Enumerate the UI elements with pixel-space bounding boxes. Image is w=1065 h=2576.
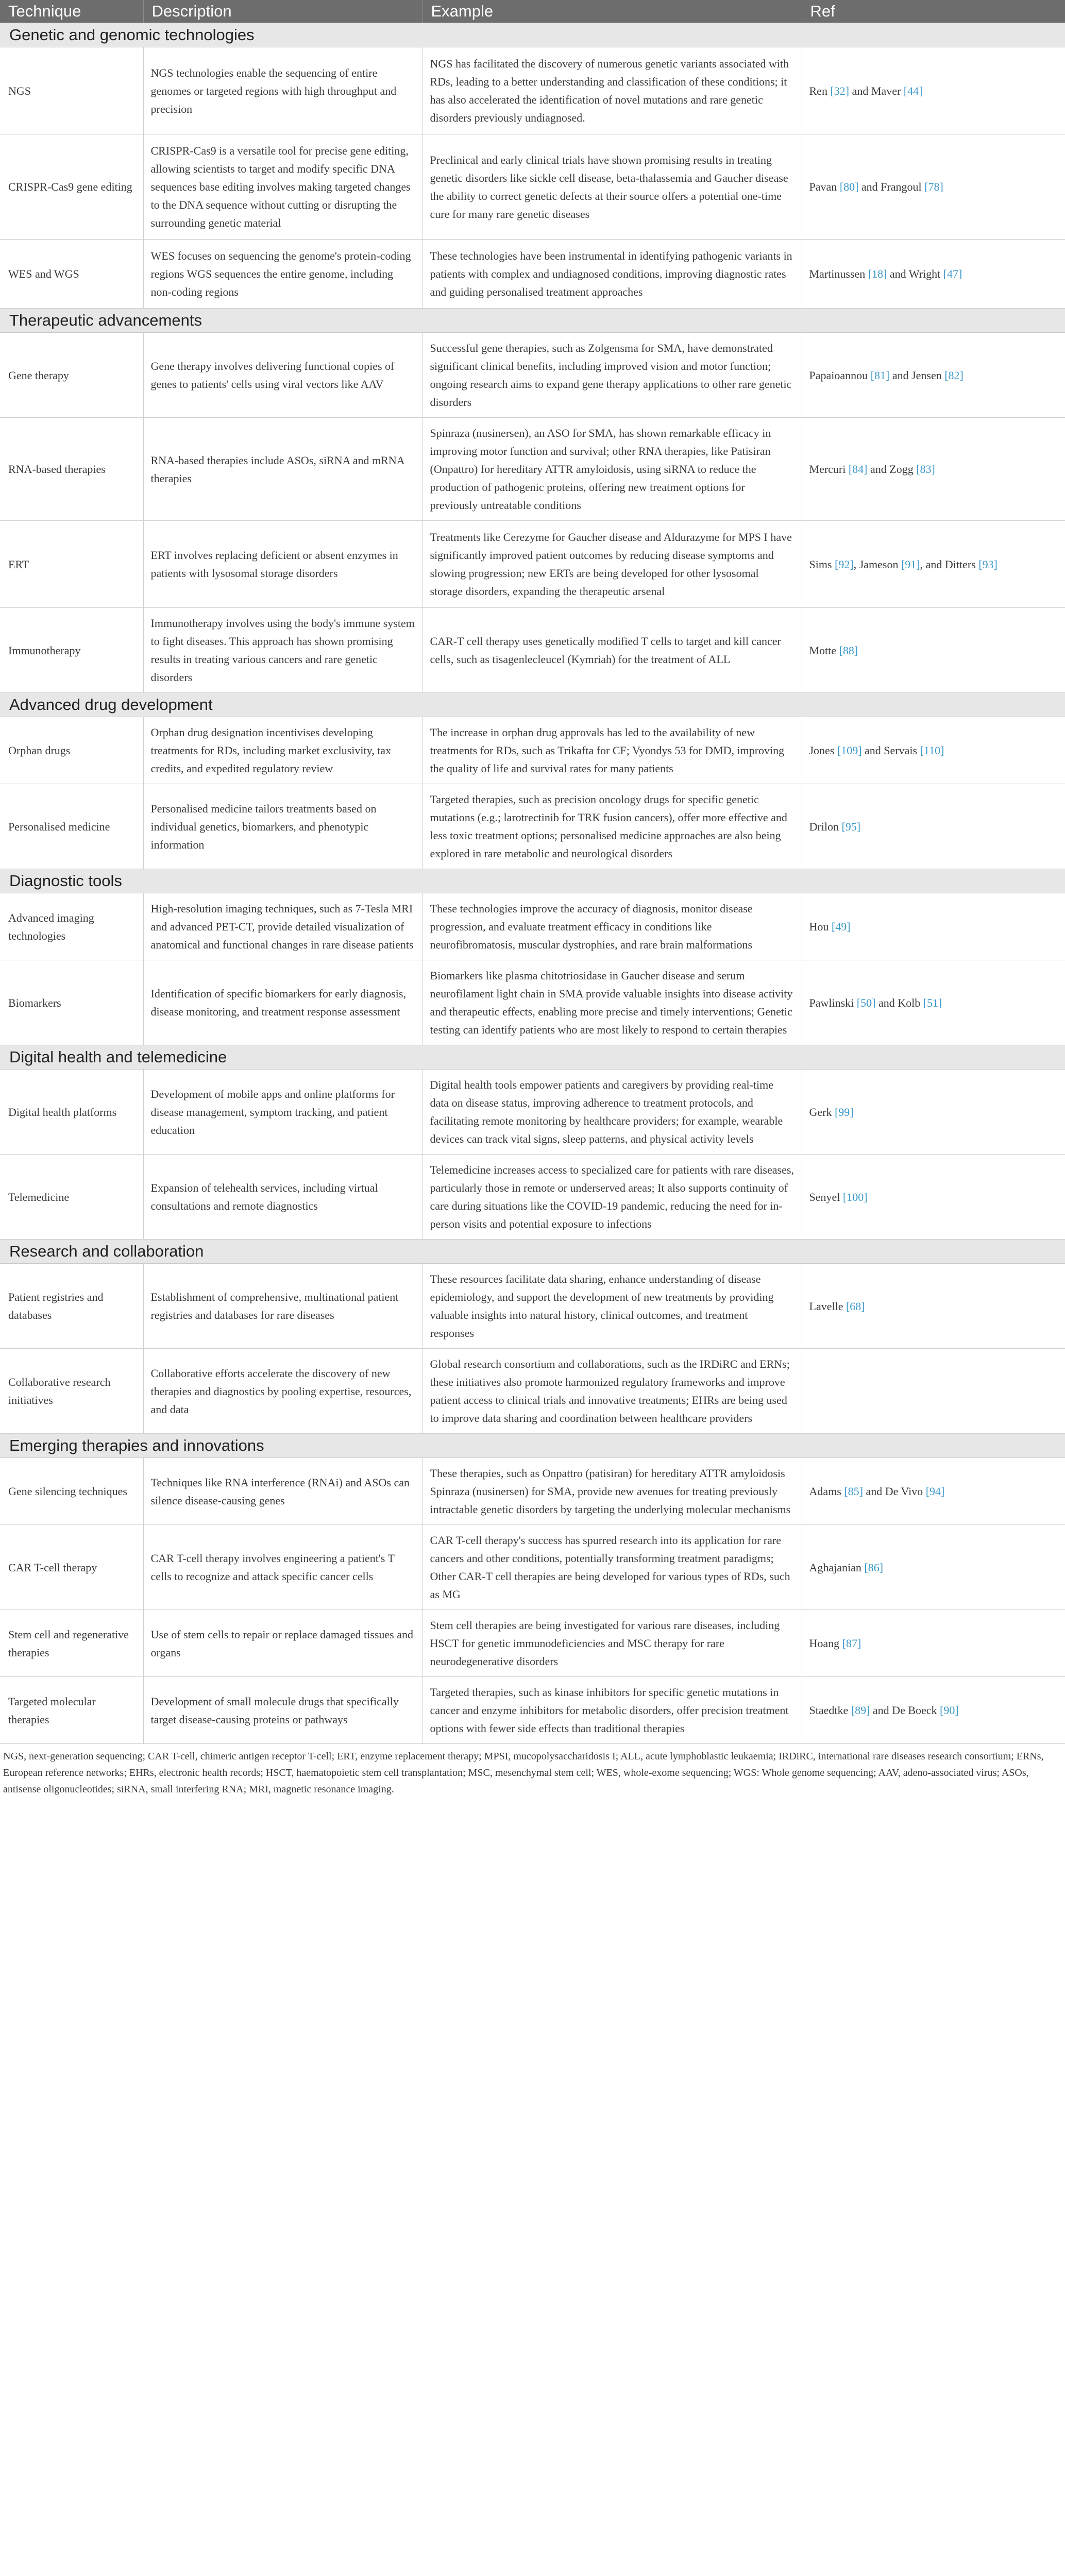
cell-example: Treatments like Cerezyme for Gaucher disease and Aldurazyme for MPS I have significantly improved patient outcomes by reducing disease symptoms and slowing progression; new ERTs are being developed for other lysosomal storage disorders, expanding the therapeutic arsenal xyxy=(422,521,802,608)
citation-link[interactable]: [68] xyxy=(846,1299,865,1313)
cell-description: NGS technologies enable the sequencing of entire genomes or targeted regions with high throughput and precision xyxy=(143,47,422,134)
table-row xyxy=(0,1458,1065,1525)
cell-example: CAR-T cell therapy uses genetically modified T cells to target and kill cancer cells, such as tisagenlecleucel (Kymriah) for the treatment of ALL xyxy=(422,608,802,693)
cell-example: Successful gene therapies, such as Zolgensma for SMA, have demonstrated significant clinical benefits, including improved vision and motor function; ongoing research aims to expand gene therapy applications to other rare genetic disorders xyxy=(422,333,802,418)
cell-example: NGS has facilitated the discovery of numerous genetic variants associated with RDs, leading to a better understanding and classification of these conditions; it has also accelerated the identification of novel mutations and rare genetic disorders previously undiagnosed. xyxy=(422,47,802,134)
ref-author: Lavelle xyxy=(809,1299,846,1313)
cell-example: CAR T-cell therapy's success has spurred research into its application for rare cancers and other conditions, potentially transforming treatment paradigms; Other CAR-T cell therapies are being developed for various types of RDs, such as MG xyxy=(422,1525,802,1610)
header-example: Example xyxy=(422,0,802,23)
citation-link[interactable]: [99] xyxy=(834,1105,854,1118)
ref-author: and Frangoul xyxy=(858,180,925,193)
table-row xyxy=(0,1677,1065,1744)
table-row xyxy=(0,608,1065,693)
ref-author: Staedtke xyxy=(809,1704,851,1717)
ref-author: , and Ditters xyxy=(920,557,979,571)
ref-author: Mercuri xyxy=(809,463,849,476)
citation-link[interactable]: [94] xyxy=(925,1485,945,1498)
cell-technique: Immunotherapy xyxy=(0,608,143,693)
ref-author: and De Boeck xyxy=(870,1704,940,1717)
citation-link[interactable]: [88] xyxy=(839,643,858,657)
citation-link[interactable]: [51] xyxy=(923,996,942,1009)
citation-link[interactable]: [18] xyxy=(868,267,887,280)
ref-author: Jones xyxy=(809,744,837,757)
cell-technique: Gene therapy xyxy=(0,333,143,418)
cell-technique: CAR T-cell therapy xyxy=(0,1525,143,1610)
table-body xyxy=(0,23,1065,1744)
cell-technique: ERT xyxy=(0,521,143,608)
citation-link[interactable]: [85] xyxy=(844,1485,863,1498)
citation-link[interactable]: [91] xyxy=(901,557,920,571)
cell-ref xyxy=(802,47,1065,134)
ref-author: Drilon xyxy=(809,820,842,833)
cell-ref xyxy=(802,717,1065,784)
header-technique: Technique xyxy=(0,0,143,23)
cell-ref xyxy=(802,960,1065,1045)
ref-author: and Servais xyxy=(861,744,920,757)
section-row xyxy=(0,693,1065,717)
cell-example: Stem cell therapies are being investigated for various rare diseases, including HSCT for genetic immunodeficiencies and MSC therapy for rare neurodegenerative disorders xyxy=(422,1610,802,1677)
citation-link[interactable]: [47] xyxy=(943,267,962,280)
table-row xyxy=(0,893,1065,960)
cell-ref xyxy=(802,1610,1065,1677)
ref-author: Hou xyxy=(809,920,832,933)
section-title: Advanced drug development xyxy=(0,693,1065,717)
header-description: Description xyxy=(143,0,422,23)
cell-example: Digital health tools empower patients and caregivers by providing real-time data on disease status, improving adherence to treatment protocols, and facilitating remote monitoring by healthcare providers; for example, wearable devices can track vital signs, sleep patterns, and physical activity levels xyxy=(422,1070,802,1155)
ref-author: and Jensen xyxy=(889,368,945,382)
cell-technique: Advanced imaging technologies xyxy=(0,893,143,960)
cell-example: Global research consortium and collaborations, such as the IRDiRC and ERNs; these initiatives also promote harmonized regulatory frameworks and improve patient access to clinical trials and innovative treatments; EHRs are being used to improve data sharing and coordination between healthcare providers xyxy=(422,1349,802,1434)
section-title: Therapeutic advancements xyxy=(0,309,1065,333)
ref-author: and Kolb xyxy=(875,996,923,1009)
citation-link[interactable]: [89] xyxy=(851,1704,870,1717)
cell-ref xyxy=(802,521,1065,608)
ref-author: Senyel xyxy=(809,1190,843,1204)
ref-author: Sims xyxy=(809,557,835,571)
citation-link[interactable]: [49] xyxy=(831,920,851,933)
ref-author: Aghajanian xyxy=(809,1561,865,1574)
table-row xyxy=(0,784,1065,869)
cell-ref xyxy=(802,1155,1065,1240)
cell-description: WES focuses on sequencing the genome's protein-coding regions WGS sequences the entire genome, including non-coding regions xyxy=(143,240,422,309)
ref-author: and Zogg xyxy=(867,463,917,476)
citation-link[interactable]: [87] xyxy=(842,1637,861,1650)
table-row xyxy=(0,1070,1065,1155)
citation-link[interactable]: [83] xyxy=(916,463,935,476)
cell-example: These therapies, such as Onpattro (patisiran) for hereditary ATTR amyloidosis Spinraza (nusinersen) for SMA, provide new avenues for treating previously intractable genetic disorders by targeting the underlying molecular mechanisms xyxy=(422,1458,802,1525)
cell-description: CRISPR-Cas9 is a versatile tool for precise gene editing, allowing scientists to target and modify specific DNA sequences base editing involves making targeted changes to the DNA sequence without cutting or disrupting the surrounding genetic material xyxy=(143,134,422,240)
cell-ref xyxy=(802,1525,1065,1610)
section-title: Emerging therapies and innovations xyxy=(0,1434,1065,1458)
cell-ref xyxy=(802,1070,1065,1155)
citation-link[interactable]: [82] xyxy=(944,368,963,382)
section-row xyxy=(0,869,1065,893)
table-row xyxy=(0,1349,1065,1434)
ref-author: Gerk xyxy=(809,1105,835,1118)
cell-ref xyxy=(802,240,1065,309)
citation-link[interactable]: [84] xyxy=(848,463,868,476)
cell-description: Expansion of telehealth services, including virtual consultations and remote diagnostics xyxy=(143,1155,422,1240)
table-footnote: NGS, next-generation sequencing; CAR T-cell, chimeric antigen receptor T-cell; ERT, enzyme replacement therapy; MPSI, mucopolysaccharidosis I; ALL, acute lymphoblastic leukaemia; IRDiRC, international rare diseases research consortium; ERNs, European reference networks; EHRs, electronic health records; HSCT, haematopoietic stem cell transplantation; MSC, mesenchymal stem cell; WES, whole-exome sequencing; WGS: Whole genome sequencing; AAV, adeno-associated virus; ASOs, antisense oligonucleotides; siRNA, small interfering RNA; MRI, magnetic resonance imaging. xyxy=(3,1751,1044,1795)
ref-author: Adams xyxy=(809,1485,844,1498)
cell-description: Techniques like RNA interference (RNAi) and ASOs can silence disease-causing genes xyxy=(143,1458,422,1525)
cell-ref xyxy=(802,1677,1065,1744)
cell-technique: Biomarkers xyxy=(0,960,143,1045)
cell-technique: Collaborative research initiatives xyxy=(0,1349,143,1434)
cell-ref xyxy=(802,608,1065,693)
ref-author: and De Vivo xyxy=(863,1485,926,1498)
cell-description: High-resolution imaging techniques, such as 7-Tesla MRI and advanced PET-CT, provide detailed visualization of anatomical and functional changes in rare disease patients xyxy=(143,893,422,960)
ref-author: Papaioannou xyxy=(809,368,871,382)
cell-technique: CRISPR-Cas9 gene editing xyxy=(0,134,143,240)
citation-link[interactable]: [109] xyxy=(837,744,862,757)
section-row xyxy=(0,23,1065,47)
citation-link[interactable]: [80] xyxy=(839,180,859,193)
cell-description: Identification of specific biomarkers for early diagnosis, disease monitoring, and treatment response assessment xyxy=(143,960,422,1045)
ref-author: and Wright xyxy=(887,267,943,280)
table-row xyxy=(0,1525,1065,1610)
citation-link[interactable]: [50] xyxy=(856,996,876,1009)
cell-description: RNA-based therapies include ASOs, siRNA and mRNA therapies xyxy=(143,418,422,521)
ref-author: Pawlinski xyxy=(809,996,857,1009)
cell-example: These technologies improve the accuracy of diagnosis, monitor disease progression, and evaluate treatment efficacy in conditions like neurofibromatosis, muscular dystrophies, and rare brain malformations xyxy=(422,893,802,960)
cell-technique: RNA-based therapies xyxy=(0,418,143,521)
cell-ref xyxy=(802,784,1065,869)
table-row xyxy=(0,1610,1065,1677)
cell-description: Development of mobile apps and online platforms for disease management, symptom tracking, and patient education xyxy=(143,1070,422,1155)
cell-description: Personalised medicine tailors treatments based on individual genetics, biomarkers, and phenotypic information xyxy=(143,784,422,869)
section-title: Digital health and telemedicine xyxy=(0,1045,1065,1070)
cell-example: Biomarkers like plasma chitotriosidase in Gaucher disease and serum neurofilament light chain in SMA provide valuable insights into disease activity and therapeutic effects, enabling more precise and timely interventions; Genetic testing can identify patients who are most likely to respond to certain therapies xyxy=(422,960,802,1045)
cell-ref xyxy=(802,1458,1065,1525)
table-row xyxy=(0,418,1065,521)
citation-link[interactable]: [86] xyxy=(864,1561,884,1574)
cell-example: Targeted therapies, such as kinase inhibitors for specific genetic mutations in cancer and enzyme inhibitors for metabolic disorders, offer precision treatment options with fewer side effects than traditional therapies xyxy=(422,1677,802,1744)
cell-description: Development of small molecule drugs that specifically target disease-causing proteins or pathways xyxy=(143,1677,422,1744)
section-row xyxy=(0,1240,1065,1264)
citation-link[interactable]: [110] xyxy=(920,744,944,757)
citation-link[interactable]: [92] xyxy=(835,557,854,571)
cell-example: These resources facilitate data sharing, enhance understanding of disease epidemiology, and support the development of new treatments by providing valuable insights into natural history, clinical outcomes, and treatment responses xyxy=(422,1264,802,1349)
cell-description: Gene therapy involves delivering functional copies of genes to patients' cells using viral vectors like AAV xyxy=(143,333,422,418)
citation-link[interactable]: [90] xyxy=(940,1704,959,1717)
cell-technique: Telemedicine xyxy=(0,1155,143,1240)
section-row xyxy=(0,309,1065,333)
section-title: Diagnostic tools xyxy=(0,869,1065,893)
cell-description: Use of stem cells to repair or replace damaged tissues and organs xyxy=(143,1610,422,1677)
cell-description: Collaborative efforts accelerate the discovery of new therapies and diagnostics by pooling expertise, resources, and data xyxy=(143,1349,422,1434)
ref-author: and Maver xyxy=(849,84,904,97)
table-header xyxy=(0,0,1065,23)
table-row xyxy=(0,717,1065,784)
cell-technique: Stem cell and regenerative therapies xyxy=(0,1610,143,1677)
table-row xyxy=(0,960,1065,1045)
cell-example: The increase in orphan drug approvals has led to the availability of new treatments for RDs, such as Trikafta for CF; Vyondys 53 for DMD, improving the quality of life and survival rates for many patients xyxy=(422,717,802,784)
cell-example: Targeted therapies, such as precision oncology drugs for specific genetic mutations (e.g.; larotrectinib for TRK fusion cancers), offer more effective and less toxic treatment options; personalised medicine approaches are also being explored in rare metabolic and neurological disorders xyxy=(422,784,802,869)
table-row xyxy=(0,134,1065,240)
ref-author: Hoang xyxy=(809,1637,842,1650)
table-row xyxy=(0,521,1065,608)
table-row xyxy=(0,47,1065,134)
table-row xyxy=(0,240,1065,309)
header-ref: Ref xyxy=(802,0,1065,23)
cell-description: ERT involves replacing deficient or absent enzymes in patients with lysosomal storage disorders xyxy=(143,521,422,608)
citation-link[interactable]: [78] xyxy=(924,180,943,193)
citation-link[interactable]: [95] xyxy=(841,820,861,833)
cell-technique: Personalised medicine xyxy=(0,784,143,869)
cell-technique: Patient registries and databases xyxy=(0,1264,143,1349)
cell-ref xyxy=(802,134,1065,240)
cell-ref xyxy=(802,333,1065,418)
cell-description: Orphan drug designation incentivises developing treatments for RDs, including market exclusivity, tax credits, and expedited regulatory review xyxy=(143,717,422,784)
cell-ref xyxy=(802,418,1065,521)
cell-technique: Gene silencing techniques xyxy=(0,1458,143,1525)
cell-technique: Targeted molecular therapies xyxy=(0,1677,143,1744)
ref-author: Motte xyxy=(809,643,839,657)
cell-technique: Orphan drugs xyxy=(0,717,143,784)
cell-description: Immunotherapy involves using the body's immune system to fight diseases. This approach has shown promising results in treating various cancers and rare genetic disorders xyxy=(143,608,422,693)
citation-link[interactable]: [81] xyxy=(870,368,890,382)
citation-link[interactable]: [32] xyxy=(830,84,850,97)
cell-ref xyxy=(802,893,1065,960)
section-row xyxy=(0,1434,1065,1458)
cell-technique: WES and WGS xyxy=(0,240,143,309)
cell-example: Preclinical and early clinical trials have shown promising results in treating genetic disorders like sickle cell disease, beta-thalassemia and Gaucher disease the ability to correct genetic defects at their source offers a potential one-time cure for many rare genetic diseases xyxy=(422,134,802,240)
ref-author: Pavan xyxy=(809,180,840,193)
citation-link[interactable]: [93] xyxy=(978,557,998,571)
cell-ref xyxy=(802,1349,1065,1434)
section-row xyxy=(0,1045,1065,1070)
ref-author: , Jameson xyxy=(853,557,901,571)
cell-ref xyxy=(802,1264,1065,1349)
cell-description: Establishment of comprehensive, multinational patient registries and databases for rare diseases xyxy=(143,1264,422,1349)
cell-description: CAR T-cell therapy involves engineering a patient's T cells to recognize and attack specific cancer cells xyxy=(143,1525,422,1610)
table-row xyxy=(0,1264,1065,1349)
citation-link[interactable]: [100] xyxy=(842,1190,868,1204)
section-title: Research and collaboration xyxy=(0,1240,1065,1264)
cell-example: Telemedicine increases access to specialized care for patients with rare diseases, particularly those in remote or underserved areas; It also supports continuity of care during situations like the COVID-19 pandemic, reducing the need for in-person visits and potential exposure to infections xyxy=(422,1155,802,1240)
table-row xyxy=(0,333,1065,418)
ref-author: Ren xyxy=(809,84,831,97)
cell-example: Spinraza (nusinersen), an ASO for SMA, has shown remarkable efficacy in improving motor function and survival; other RNA therapies, like Patisiran (Onpattro) for hereditary ATTR amyloidosis, using siRNA to reduce the production of pathogenic proteins, offering new treatment options for previously untreatable conditions xyxy=(422,418,802,521)
cell-technique: NGS xyxy=(0,47,143,134)
citation-link[interactable]: [44] xyxy=(903,84,923,97)
cell-technique: Digital health platforms xyxy=(0,1070,143,1155)
section-title: Genetic and genomic technologies xyxy=(0,23,1065,47)
cell-example: These technologies have been instrumental in identifying pathogenic variants in patients with complex and undiagnosed conditions, improving diagnostic rates and guiding personalised treatment approaches xyxy=(422,240,802,309)
ref-author: Martinussen xyxy=(809,267,868,280)
table-row xyxy=(0,1155,1065,1240)
